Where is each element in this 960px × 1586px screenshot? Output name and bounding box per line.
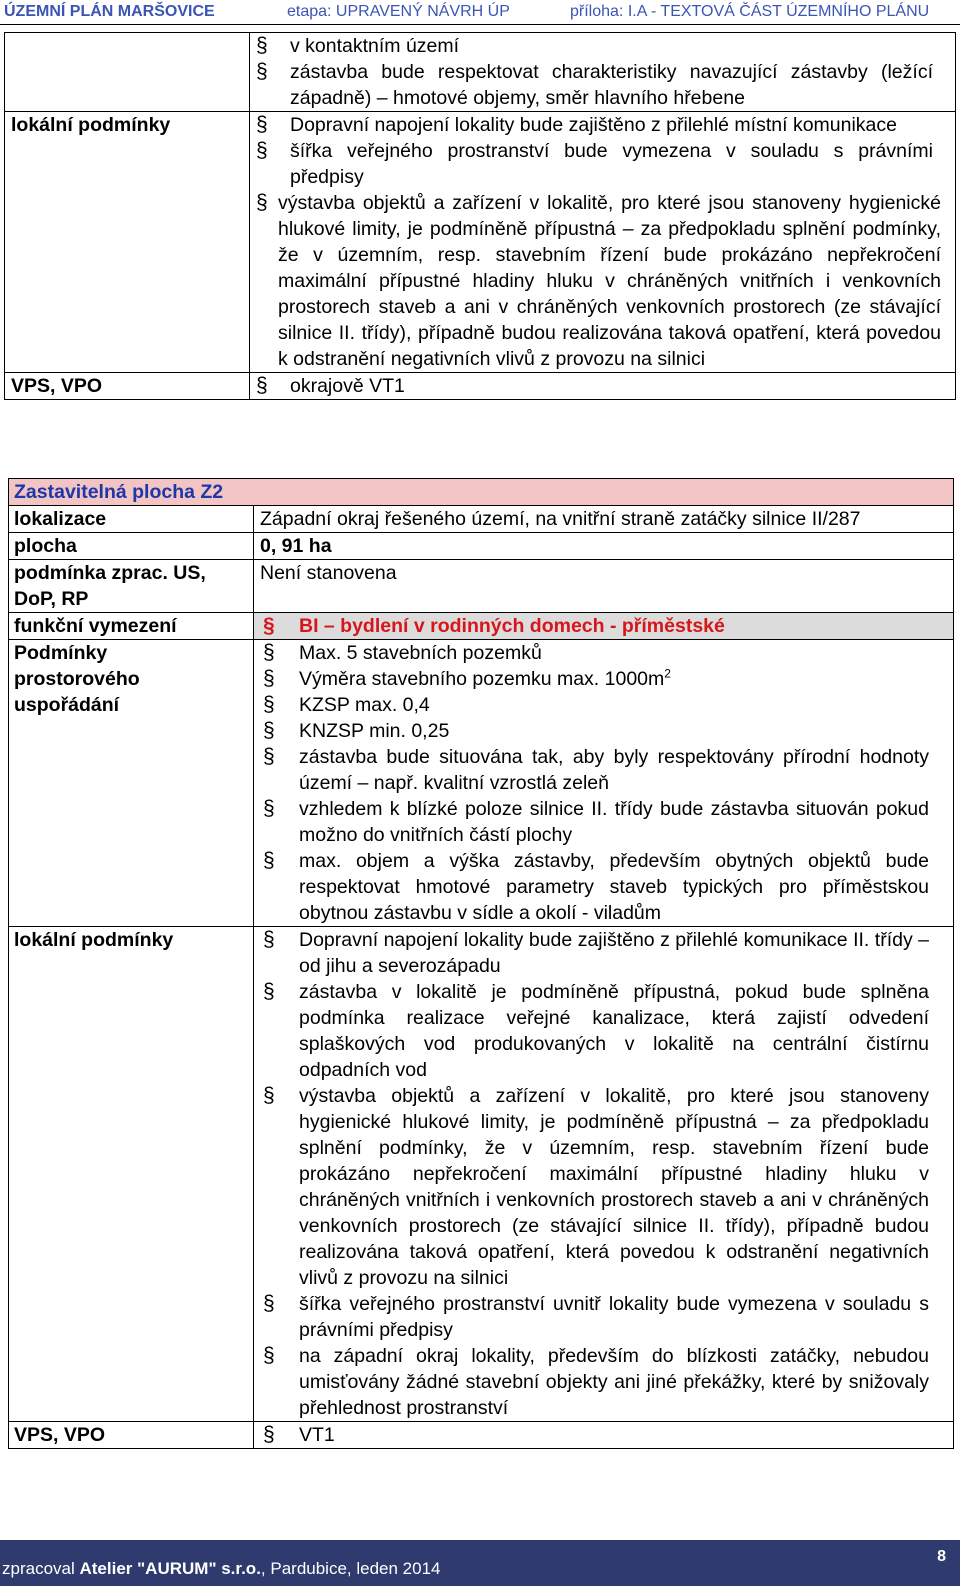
table-row [9, 613, 954, 640]
header-title: ÚZEMNÍ PLÁN MARŠOVICE [4, 3, 215, 20]
area-value: 0, 91 ha [254, 533, 954, 560]
study-condition-label: podmínka zprac. US, DoP, RP [9, 560, 254, 613]
function-value: § BI – bydlení v rodinných domech - příměstské [254, 613, 953, 639]
continued-conditions-list [250, 33, 955, 111]
list-item: § zástavba bude respektovat charakteristiky navazující zástavby (ležící západně) – hmotové objemy, směr hlavního hřebene [250, 59, 955, 111]
empty-label-cell [5, 33, 250, 112]
local-conditions-label: lokální podmínky [9, 927, 254, 1422]
table-row [9, 1422, 954, 1449]
list-item: § KNZSP min. 0,25 [254, 718, 953, 744]
table-row [9, 533, 954, 560]
vps-vpo-label: VPS, VPO [5, 373, 250, 400]
list-item: § Dopravní napojení lokality bude zajištěno z přilehlé komunikace II. třídy – od jihu a severozápadu [254, 927, 953, 979]
list-item: § výstavba objektů a zařízení v lokalitě, pro které jsou stanoveny hygienické hlukové limity, je podmíněně přípustná – za předpokladu splnění podmínky, že v územním, resp. stavebním řízení bude prokázáno nepřekročení maximální přípustné hladiny hluku v chráněných vnitřních i venkovních prostorech staveb a ani v chráněných venkovních prostorech (ze stávající silnice II. třídy), případně budou realizována taková opatření, která povedou k odstranění negativních vlivů z provozu na silnici [254, 1083, 953, 1291]
list-item: § Dopravní napojení lokality bude zajištěno z přilehlé místní komunikace [250, 112, 955, 138]
table-row [5, 33, 956, 112]
page-header [0, 0, 960, 25]
list-item: § v kontaktním území [250, 33, 955, 59]
zone-heading: Zastavitelná plocha Z2 [9, 479, 954, 506]
list-item: § KZSP max. 0,4 [254, 692, 953, 718]
footer-credit: zpracoval Atelier "AURUM" s.r.o., Pardubice, leden 2014 [2, 1559, 441, 1578]
list-item: § šířka veřejného prostranství uvnitř lokality bude vymezena v souladu s právními předpisy [254, 1291, 953, 1343]
page-number: 8 [937, 1548, 946, 1565]
header-annex: příloha: I.A - TEXTOVÁ ČÁST ÚZEMNÍHO PLÁNU [570, 3, 930, 20]
location-value: Západní okraj řešeného území, na vnitřní straně zatáčky silnice II/287 [254, 506, 954, 533]
vps-vpo-label: VPS, VPO [9, 1422, 254, 1449]
table-row [9, 927, 954, 1422]
spatial-conditions-label: Podmínky prostorového uspořádání [9, 640, 254, 927]
local-conditions-label: lokální podmínky [5, 112, 250, 373]
table-row [9, 506, 954, 533]
table-row [5, 112, 956, 373]
table-row [5, 373, 956, 400]
spatial-conditions-list [254, 640, 953, 926]
header-stage: etapa: UPRAVENÝ NÁVRH ÚP [287, 3, 510, 20]
table-row [9, 560, 954, 613]
location-label: lokalizace [9, 506, 254, 533]
zone-heading-row [9, 479, 954, 506]
study-condition-value: Není stanovena [254, 560, 954, 613]
function-label: funkční vymezení [9, 613, 254, 640]
local-conditions-list [250, 112, 955, 372]
list-item: § na západní okraj lokality, především do blízkosti zatáčky, nebudou umisťovány žádné stavební objekty ani jiné překážky, které by snižovaly přehlednost prostranství [254, 1343, 953, 1421]
local-conditions-list [254, 927, 953, 1421]
area-label: plocha [9, 533, 254, 560]
vps-vpo-value: § okrajově VT1 [250, 373, 955, 399]
zone-z2-table [8, 478, 954, 1449]
list-item: § zástavba v lokalitě je podmíněně přípustná, pokud bude splněna podmínka realizace veřejné kanalizace, která zajistí odvedení splaškových vod produkovaných v lokalitě na centrální čistírnu odpadních vod [254, 979, 953, 1083]
table-row [9, 640, 954, 927]
list-item: § výstavba objektů a zařízení v lokalitě, pro které jsou stanoveny hygienické hlukové limity, je podmíněně přípustná – za předpokladu splnění podmínky, že v územním, resp. stavebním řízení bude prokázáno nepřekročení maximální přípustné hladiny hluku v chráněných vnitřních i venkovních prostorech staveb a ani v chráněných venkovních prostorech (ze stávající silnice II. třídy), případně budou realizována taková opatření, která povedou k odstranění negativních vlivů z provozu na silnici [250, 190, 955, 372]
list-item: § zástavba bude situována tak, aby byly respektovány přírodní hodnoty území – např. kvalitní vzrostlá zeleň [254, 744, 953, 796]
list-item: § Max. 5 stavebních pozemků [254, 640, 953, 666]
list-item: § max. objem a výška zástavby, především obytných objektů bude respektovat hmotové parametry staveb typických pro příměstskou obytnou zástavbu v sídle a okolí - viladům [254, 848, 953, 926]
list-item: § Výměra stavebního pozemku max. $1000m^2$ [254, 666, 953, 692]
page-footer [0, 1540, 960, 1586]
vps-vpo-value: § VT1 [254, 1422, 953, 1448]
continued-zone-table [4, 32, 956, 400]
list-item: § šířka veřejného prostranství bude vymezena v souladu s právními předpisy [250, 138, 955, 190]
list-item: § vzhledem k blízké poloze silnice II. třídy bude zástavba situován pokud možno do vnitřních částí plochy [254, 796, 953, 848]
